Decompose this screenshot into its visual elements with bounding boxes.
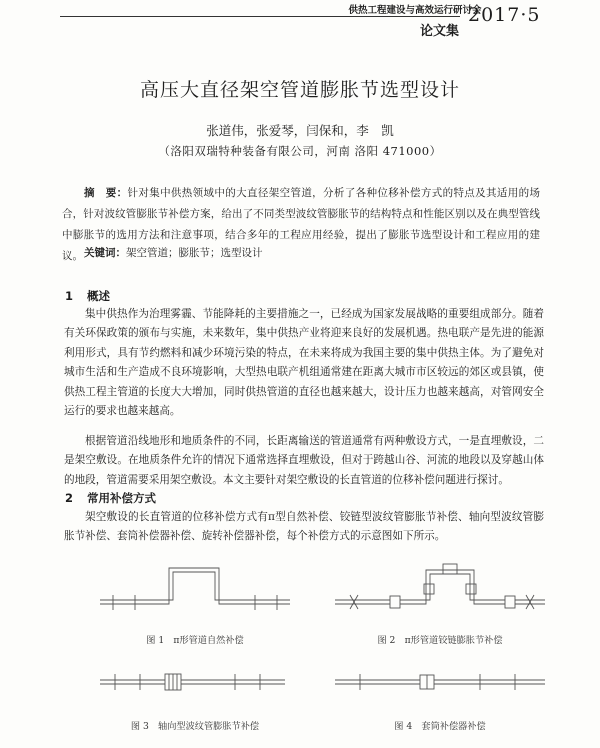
figure-caption-text: π形管道自然补偿 xyxy=(173,635,244,646)
figure-caption-text: π形管道铰链膨胀节补偿 xyxy=(404,635,503,646)
section-number: 1 xyxy=(65,289,74,303)
figure-1-caption xyxy=(95,632,295,646)
figure-4-caption xyxy=(330,718,550,732)
figure-2-caption xyxy=(320,632,560,646)
header-rule xyxy=(60,16,460,17)
figure-4-diagram xyxy=(330,662,550,702)
publication-year: 2017·5 xyxy=(468,4,541,26)
section-2-heading xyxy=(65,490,156,506)
figure-caption-text: 套筒补偿器补偿 xyxy=(421,721,486,732)
collection-label: 论文集 xyxy=(420,24,460,39)
section-title: 常用补偿方式 xyxy=(87,491,156,505)
figure-label: 图 2 xyxy=(377,635,396,646)
figure-2-diagram xyxy=(330,560,550,620)
section-1-heading xyxy=(65,288,110,304)
section-number: 2 xyxy=(65,491,74,505)
section-title: 概述 xyxy=(87,289,110,303)
conference-name: 供热工程建设与高效运行研讨会 xyxy=(348,5,482,16)
section-2-paragraph-1: 架空敷设的长直管道的位移补偿方式有π型自然补偿、铰链型波纹管膨胀节补偿、轴向型波纹管膨胀节补偿、套筒补偿器补偿、旋转补偿器补偿，每个补偿方式的示意图如下所示。 xyxy=(64,511,544,543)
keywords-text: 架空管道；膨胀节；选型设计 xyxy=(126,247,263,259)
abstract-text: 针对集中供热领域中的大直径架空管道，分析了各种位移补偿方式的特点及其适用的场合，针对波纹管膨胀节补偿方案，给出了不同类型波纹管膨胀节的结构特点和性能区别以及在典型管线中膨胀节的选用方法和注意事项，结合多年的工程应用经验，提出了膨胀节选型设计和工程应用的建议。 xyxy=(62,187,541,262)
figure-label: 图 3 xyxy=(130,721,149,732)
section-1-paragraph-1: 集中供热作为治理雾霾、节能降耗的主要措施之一，已经成为国家发展战略的重要组成部分。随着有关环保政策的颁布与实施，未来数年，集中供热产业将迎来良好的发展机遇。热电联产是先进的能源利用形式，具有节约燃料和减少环境污染的特点，在未来将成为我国主要的集中供热主体。为了避免对城市生活和生产造成不良环境影响，大型热电联产机组通常建在距离大城市市区较远的郊区或县镇，使供热工程主管道的长度大大增加，同时供热管道的直径也越来越大，设计压力也越来越高，对管网安全运行的要求也越来越高。 xyxy=(64,308,544,418)
keywords xyxy=(84,245,263,260)
section-1-paragraph-2: 根据管道沿线地形和地质条件的不同，长距离输送的管道通常有两种敷设方式，一是直埋敷设，二是架空敷设。在地质条件允许的情况下通常选择直埋敷设，但对于跨越山谷、河流的地段以及穿越山体的地段，管道需要采用架空敷设。本文主要针对架空敷设的长直管道的位移补偿问题进行探讨。 xyxy=(64,435,544,486)
keywords-label: 关键词： xyxy=(84,247,126,259)
figure-3-diagram xyxy=(95,662,295,702)
figure-label: 图 4 xyxy=(394,721,413,732)
affiliation: （洛阳双瑞特种装备有限公司，河南 洛阳 471000） xyxy=(158,144,442,158)
authors: 张道伟，张爱琴，闫保和，李 凯 xyxy=(206,123,394,138)
abstract-label: 摘 要： xyxy=(84,187,128,199)
paper-title: 高压大直径架空管道膨胀节选型设计 xyxy=(139,79,460,101)
figure-label: 图 1 xyxy=(146,635,165,646)
figure-caption-text: 轴向型波纹管膨胀节补偿 xyxy=(158,721,260,732)
figure-1-diagram xyxy=(95,560,295,620)
figure-3-caption xyxy=(95,718,295,732)
